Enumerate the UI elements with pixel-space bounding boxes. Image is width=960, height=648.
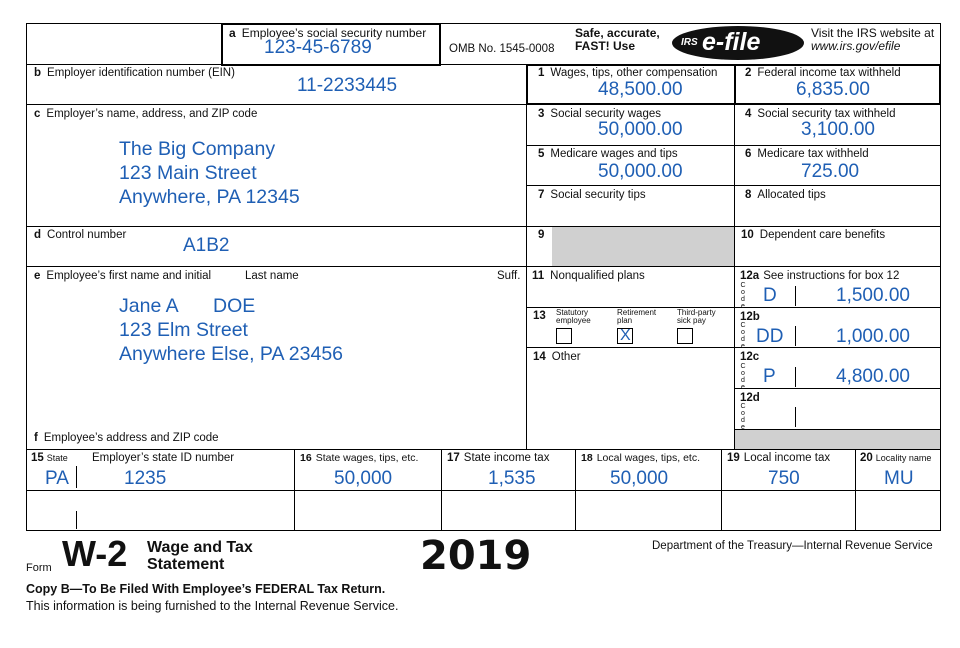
box12b-code: DD — [756, 326, 784, 347]
form-word: Form — [26, 562, 52, 574]
safe-line2: FAST! Use — [575, 39, 636, 53]
box11-label: 11 Nonqualified plans — [532, 270, 645, 282]
box6-label: 6 Medicare tax withheld — [745, 148, 869, 160]
rule-col-17 — [441, 449, 442, 531]
box12c-label: 12c — [740, 351, 760, 363]
box4-value: 3,100.00 — [801, 119, 875, 140]
box12d-label: 12d — [740, 392, 760, 404]
box12a-label: 12a See instructions for box 12 — [740, 270, 900, 282]
box15-label: 15 State — [31, 452, 68, 464]
rule-col-19 — [721, 449, 722, 531]
efile-irs-text: IRS — [681, 37, 698, 48]
box4-label: 4 Social security tax withheld — [745, 108, 896, 120]
top-border — [26, 23, 941, 24]
box6-value: 725.00 — [801, 161, 860, 182]
efile-logo — [672, 26, 804, 60]
rule-col-16 — [294, 449, 295, 531]
visit-line2: www.irs.gov/efile — [811, 39, 901, 53]
rule-row6 — [26, 266, 941, 267]
rule-row9 — [734, 388, 941, 389]
box17-value: 1,535 — [488, 468, 536, 489]
box15-id-label: Employer’s state ID number — [92, 452, 235, 464]
rule-row5 — [26, 226, 941, 227]
info-line: This information is being furnished to the Internal Revenue Service. — [26, 599, 399, 613]
visit-line1: Visit the IRS website at — [811, 26, 935, 40]
box-b-label: b Employer identification number (EIN) — [34, 67, 235, 79]
box14-label: 14 Other — [533, 351, 581, 363]
box20-value: MU — [884, 468, 914, 489]
box-e-last-label: Last name — [245, 270, 299, 282]
statutory-employee-checkbox[interactable] — [556, 328, 572, 344]
box10-label: 10 Dependent care benefits — [741, 229, 886, 241]
rule-state-mid — [26, 490, 941, 491]
control-number-value: A1B2 — [183, 235, 230, 256]
employee-city: Anywhere Else, PA 23456 — [119, 343, 344, 365]
safe-line1: Safe, accurate, — [575, 26, 660, 40]
rule-state-divider-2 — [76, 511, 77, 529]
box12d-divider — [795, 407, 796, 427]
box5-value: 50,000.00 — [598, 161, 683, 182]
box8-label: 8 Allocated tips — [745, 189, 826, 201]
box12b-label: 12b — [740, 311, 760, 323]
box-e-suff-label: Suff. — [497, 270, 521, 282]
form-title-line2: Statement — [147, 556, 225, 573]
form-title-line1: Wage and Tax — [147, 539, 253, 556]
copy-line: Copy B—To Be Filed With Employee’s FEDERAL Tax Return. — [26, 582, 386, 596]
box12c-code-caption: C o d e — [740, 363, 746, 391]
state-value: PA — [45, 468, 69, 489]
box12-shade — [735, 430, 940, 449]
employer-street: 123 Main Street — [119, 162, 257, 184]
employer-name: The Big Company — [119, 138, 276, 160]
box12a-code: D — [763, 285, 777, 306]
box-c-label: c Employer’s name, address, and ZIP code — [34, 108, 258, 120]
ssn-value: 123-45-6789 — [264, 37, 372, 58]
box3-value: 50,000.00 — [598, 119, 683, 140]
retirement-label-2: plan — [617, 316, 633, 325]
box19-value: 750 — [768, 468, 800, 489]
box3-label: 3 Social security wages — [538, 108, 661, 120]
rule-col-20 — [855, 449, 856, 531]
ssn-label: a Employee’s social security number — [229, 26, 427, 40]
box12a-code-caption: C o d e — [740, 282, 746, 310]
box12c-code: P — [763, 366, 776, 387]
tax-year: 2019 — [420, 533, 532, 579]
box16-label: 16 State wages, tips, etc. — [300, 452, 419, 464]
state-id-value: 1235 — [124, 468, 167, 489]
rule-state-divider — [76, 466, 77, 488]
employee-last-name: DOE — [213, 295, 256, 317]
box-b-value: 11-2233445 — [297, 75, 398, 96]
box1-label: 1 Wages, tips, other compensation — [538, 67, 718, 79]
dept-text: Department of the Treasury—Internal Revenue Service — [652, 540, 933, 552]
retirement-plan-checkbox[interactable] — [617, 328, 633, 344]
form-name: W-2 — [62, 533, 128, 574]
box16-value: 50,000 — [334, 468, 393, 489]
rule-state-top — [26, 449, 941, 450]
left-border — [26, 23, 27, 531]
statutory-label-2: employee — [556, 316, 591, 325]
box2-value: 6,835.00 — [796, 79, 870, 100]
box12a-value: 1,500.00 — [836, 285, 910, 306]
box12b-divider — [795, 326, 796, 346]
rule-col-18 — [575, 449, 576, 531]
box12b-code-caption: C o d e — [740, 322, 746, 350]
box12c-divider — [795, 367, 796, 387]
employee-street: 123 Elm Street — [119, 319, 248, 341]
box5-label: 5 Medicare wages and tips — [538, 148, 678, 160]
box-f-label: f Employee’s address and ZIP code — [34, 432, 219, 444]
box18-value: 50,000 — [610, 468, 669, 489]
employee-first-name: Jane A — [119, 295, 179, 317]
omb-number: OMB No. 1545-0008 — [449, 43, 555, 55]
box-d-label: d Control number — [34, 229, 127, 241]
efile-text: e-file — [702, 28, 761, 56]
box1-value: 48,500.00 — [598, 79, 683, 100]
thirdparty-label-2: sick pay — [677, 316, 706, 325]
box12a-divider — [795, 286, 796, 306]
box12b-value: 1,000.00 — [836, 326, 910, 347]
box12d-code-caption: C o d e — [740, 403, 746, 431]
thirdparty-label-1: Third-party — [677, 308, 716, 317]
box13-label: 13 — [533, 310, 546, 322]
box18-label: 18 Local wages, tips, etc. — [581, 452, 700, 464]
box12c-value: 4,800.00 — [836, 366, 910, 387]
box-e-label: e Employee’s first name and initial — [34, 270, 212, 282]
bottom-border — [26, 530, 941, 531]
rule-col-mid — [526, 64, 527, 449]
rule-col-right — [734, 64, 735, 449]
box19-label: 19 Local income tax — [727, 452, 831, 464]
box7-label: 7 Social security tips — [538, 189, 646, 201]
box9-shade — [552, 227, 734, 266]
box17-label: 17 State income tax — [447, 452, 550, 464]
employer-city: Anywhere, PA 12345 — [119, 186, 300, 208]
thirdparty-sick-pay-checkbox[interactable] — [677, 328, 693, 344]
retirement-label-1: Retirement — [617, 308, 657, 317]
box20-label: 20 Locality name — [860, 452, 932, 464]
retirement-plan-check-mark: X — [620, 327, 631, 344]
box9-label: 9 — [538, 229, 545, 241]
box2-label: 2 Federal income tax withheld — [745, 67, 901, 79]
statutory-label-1: Statutory — [556, 308, 589, 317]
